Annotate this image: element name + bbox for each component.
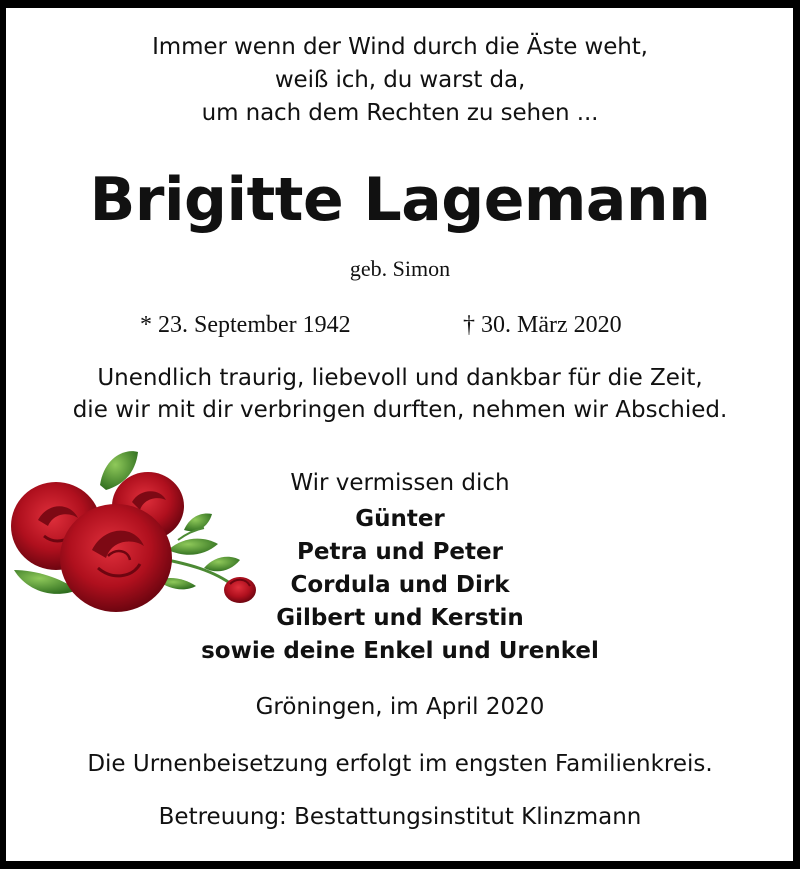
farewell-line-2: die wir mit dir verbringen durften, nehmen wir Abschied. — [72, 397, 728, 423]
burial-note: Die Urnenbeisetzung erfolgt im engsten Familienkreis. — [87, 751, 713, 777]
farewell-line-1: Unendlich traurig, liebevoll und dankbar für die Zeit, — [97, 365, 703, 391]
mourners-intro: Wir vermissen dich — [290, 470, 510, 496]
mourner-name: sowie deine Enkel und Urenkel — [201, 638, 599, 664]
mourner-name: Petra und Peter — [297, 539, 503, 565]
quote-line-1: Immer wenn der Wind durch die Äste weht, — [152, 34, 648, 60]
life-dates — [0, 312, 800, 342]
deceased-name: Brigitte Lagemann — [89, 165, 711, 235]
maiden-name: geb. Simon — [349, 256, 451, 281]
death-date: † 30. März 2020 — [463, 312, 622, 338]
mourner-name: Cordula und Dirk — [290, 572, 510, 598]
place-and-date: Gröningen, im April 2020 — [255, 694, 545, 720]
quote-line-3: um nach dem Rechten zu sehen ... — [201, 100, 599, 126]
quote-line-2: weiß ich, du warst da, — [274, 67, 526, 93]
mourner-name: Günter — [355, 506, 445, 532]
birth-date: * 23. September 1942 — [140, 312, 351, 338]
undertaker-note: Betreuung: Bestattungsinstitut Klinzmann — [158, 804, 642, 830]
mourner-name: Gilbert und Kerstin — [276, 605, 524, 631]
